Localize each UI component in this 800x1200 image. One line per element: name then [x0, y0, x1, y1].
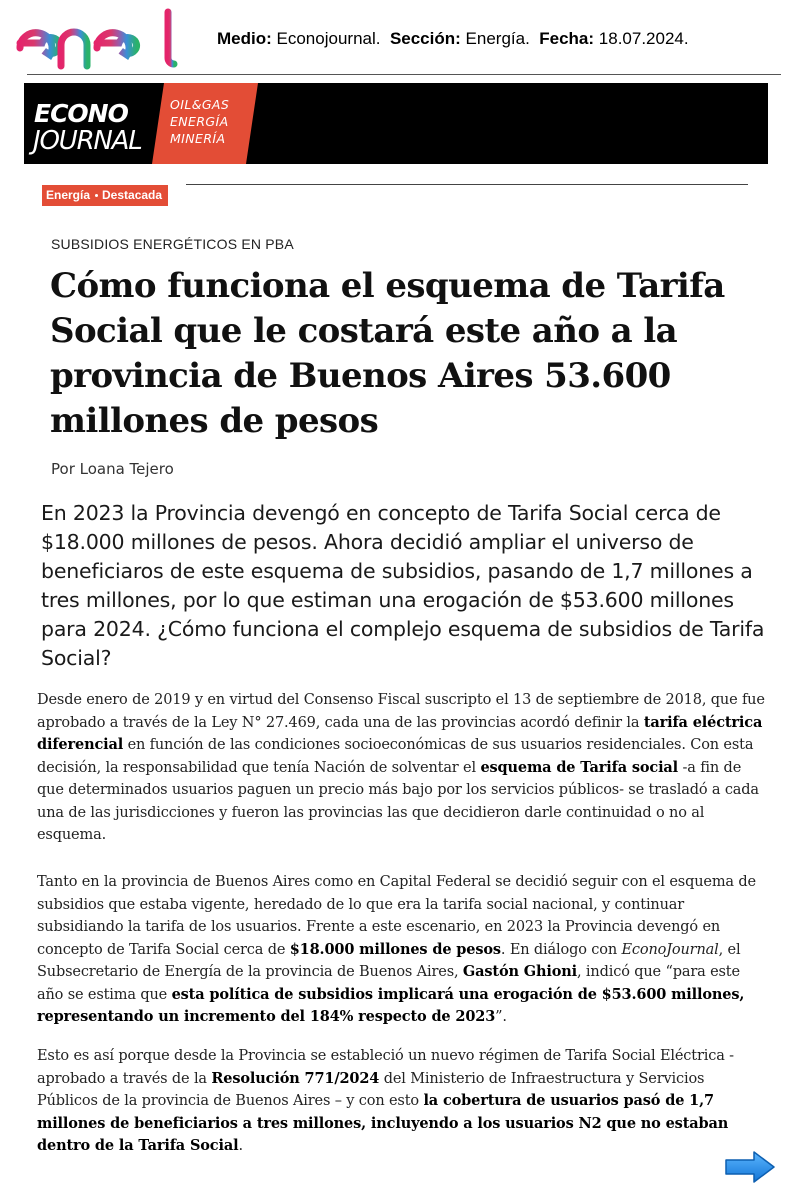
article-lead: En 2023 la Provincia devengó en concepto de Tarifa Social cerca de $18.000 millones de pesos. Ahora decidió ampliar el universo de beneficiaros de este esquema de subsidios, pasando de 1,7 millones a tres millones, por lo que estiman una erogación de $53.600 millones para 2024. ¿Cómo funciona el complejo esquema de subsidios de Tarifa Social?: [41, 501, 765, 670]
clipping-header: [0, 0, 800, 76]
banner-section-energia: ENERGÍA: [170, 114, 229, 129]
paragraph-bold-text: la cobertura de usuarios pasó de 1,7 millones de beneficiarios a tres millones, incluyendo a los usuarios N2 que no estaban dentro de la Tarifa Social: [37, 1092, 729, 1154]
medio-value: Econojournal.: [276, 29, 381, 48]
paragraph-text: -a fin de que determinados usuarios paguen un precio más bajo por los servicios públicos- se trasladó a cada una de las jurisdicciones y fueron las provincias las que decidieron darle continuidad o no al esquema.: [37, 759, 759, 843]
paragraph-text: ”.: [495, 1009, 507, 1025]
enel-logo: [16, 8, 178, 70]
article-kicker: SUBSIDIOS ENERGÉTICOS EN PBA: [51, 236, 294, 252]
paragraph-text: .: [238, 1138, 243, 1154]
header-divider: [27, 74, 781, 75]
category-tags[interactable]: [42, 185, 168, 206]
clipping-metadata: [217, 29, 689, 49]
fecha-label: Fecha:: [539, 29, 595, 48]
banner-journal-wordmark: JOURNAL: [33, 126, 142, 156]
paragraph-text: en función de las condiciones socioeconómicas de sus usuarios residenciales. Con esta decisión, la responsabilidad que tenía Nación de solventar el: [37, 737, 754, 776]
paragraph-italic-text: EconoJournal: [621, 941, 719, 958]
medio-label: Medio:: [217, 29, 272, 48]
banner-section-oilgas: OIL&GAS: [170, 97, 230, 112]
paragraph-text: Desde enero de 2019 y en virtud del Consenso Fiscal suscripto el 13 de septiembre de 2018, que fue aprobado a través de la Ley N° 27.469, cada una de las provincias acordó definir la: [37, 692, 765, 731]
seccion-label: Sección:: [389, 29, 461, 48]
category-tag-energia[interactable]: Energía: [46, 188, 91, 202]
paragraph-bold-text: $18.000 millones de pesos: [289, 940, 501, 958]
banner-econo-wordmark: ECONO: [34, 99, 128, 128]
category-tag-destacada[interactable]: Destacada: [102, 188, 163, 202]
seccion-value: Energía.: [465, 29, 530, 48]
fecha-value: 18.07.2024.: [598, 29, 689, 48]
paragraph-text: . En diálogo con: [500, 941, 622, 958]
article-headline: Cómo funciona el esquema de Tarifa Social que le costará este año a la provincia de Buenos Aires 53.600 millones de pesos: [50, 266, 725, 441]
paragraph-text: , indicó que “para este año se estima que: [37, 964, 740, 1003]
paragraph-text: del Ministerio de Infraestructura y Servicios Públicos de la provincia de Buenos Aires – y con esto: [37, 1070, 705, 1109]
article-byline: Por Loana Tejero: [51, 460, 174, 478]
paragraph-bold-text: Gastón Ghioni: [462, 963, 578, 980]
paragraph-text: Tanto en la provincia de Buenos Aires como en Capital Federal se decidió seguir con el esquema de subsidios que estaba vigente, heredado de lo que era la tarifa social nacional, y continuar subsidiando la tarifa de los usuarios. Frente a este escenario, en 2023 la Provincia devengó en concepto de Tarifa Social cerca de: [37, 874, 756, 958]
article-paragraph-1: [37, 689, 767, 847]
econojournal-banner: [24, 83, 768, 164]
category-divider: [186, 184, 748, 185]
paragraph-text: , el Subsecretario de Energía de la provincia de Buenos Aires,: [37, 941, 741, 980]
banner-section-mineria: MINERÍA: [170, 131, 226, 146]
arrow-right-icon[interactable]: [724, 1150, 776, 1184]
paragraph-bold-text: esta política de subsidios implicará una erogación de $53.600 millones, representando un incremento del 184% respecto de 2023: [37, 985, 745, 1025]
paragraph-text: Esto es así porque desde la Provincia se estableció un nuevo régimen de Tarifa Social Eléctrica -aprobado a través de la: [37, 1048, 734, 1087]
paragraph-bold-text: tarifa eléctrica diferencial: [37, 713, 763, 753]
paragraph-bold-text: esquema de Tarifa social: [480, 758, 679, 776]
separator-dot: [95, 194, 98, 197]
banner-sections-block: [152, 83, 258, 164]
paragraph-bold-text: Resolución 771/2024: [211, 1069, 380, 1087]
article-paragraph-2: [37, 871, 767, 1029]
article-paragraph-3: [37, 1045, 767, 1158]
